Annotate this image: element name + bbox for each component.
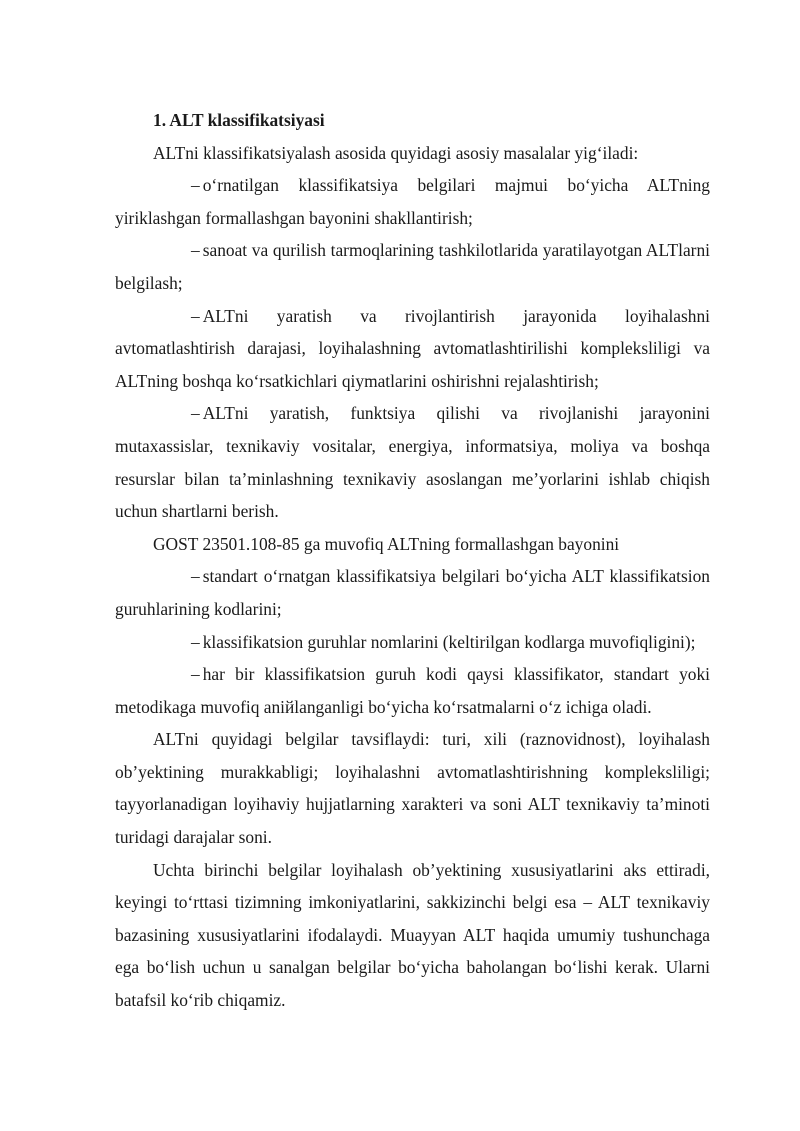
- gost-intro-paragraph: GOST 23501.108-85 ga muvofiq ALTning formallashgan bayonini: [153, 533, 620, 554]
- task-item: [115, 169, 710, 234]
- dash-marker: –: [191, 631, 200, 652]
- document-page: [115, 104, 710, 1017]
- dash-marker: –: [191, 566, 200, 587]
- task-item-text: ALTni yaratish va rivojlantirish jarayonida loyihalashni avtomatlashtirish darajasi, loyihalashning avtomatlashtirilishi kompleksliligi va ALTning boshqa ko‘rsatkichlari qiymatlarini oshirishni rejalashtirish;: [115, 305, 710, 391]
- dash-marker: –: [191, 403, 200, 424]
- task-item-text: o‘rnatilgan klassifikatsiya belgilari majmui bo‘yicha ALTning yiriklashgan formallashgan bayonini shakllantirish;: [115, 175, 710, 228]
- gost-item-text: klassifikatsion guruhlar nomlarini (keltirilgan kodlarga muvofiqligini);: [202, 631, 696, 652]
- gost-item: [115, 658, 710, 723]
- task-item: [115, 300, 710, 398]
- dash-marker: –: [191, 240, 200, 261]
- dash-marker: –: [191, 664, 200, 685]
- gost-item: [115, 560, 710, 625]
- gost-item-text: har bir klassifikatsion guruh kodi qaysi klassifikator, standart yoki metodikaga muvofiq aniйlanganligi bo‘yicha ko‘rsatmalarni o‘z ichiga oladi.: [115, 664, 710, 717]
- gost-item-text: standart o‘rnatgan klassifikatsiya belgilari bo‘yicha ALT klassifikatsion guruhlarining kodlarini;: [115, 566, 710, 619]
- section-heading: 1. ALT klassifikatsiyasi: [153, 110, 325, 130]
- task-item-text: ALTni yaratish, funktsiya qilishi va rivojlanishi jarayonini mutaxassislar, texnikaviy vositalar, energiya, informatsiya, moliya va boshqa resurslar bilan ta’minlashning texnikaviy asoslangan me’yorlarini ishlab chiqish uchun shartlarni berish.: [115, 403, 710, 522]
- task-item-text: sanoat va qurilish tarmoqlarining tashkilotlarida yaratilayotgan ALTlarni belgilash;: [115, 240, 710, 293]
- signs-paragraph: ALTni quyidagi belgilar tavsiflaydi: turi, xili (raznovidnost), loyihalash ob’yektining murakkabligi; loyihalashni avtomatlashtirishning kompleksliligi; tayyorlanadigan loyihaviy hujjatlarning xarakteri va soni ALT texnikaviy ta’minoti turidagi darajalar soni.: [115, 729, 710, 848]
- first-three-paragraph: Uchta birinchi belgilar loyihalash ob’yektining xususiyatlarini aks ettiradi, keyingi to‘rttasi tizimning imkoniyatlarini, sakkizinchi belgi esa – ALT texnikaviy bazasining xususiyatlarini ifodalaydi. Muayyan ALT haqida umumiy tushunchaga ega bo‘lish uchun u sanalgan belgilar bo‘yicha baholangan bo‘lishi kerak. Ularni batafsil ko‘rib chiqamiz.: [115, 859, 710, 1011]
- dash-marker: –: [191, 175, 200, 196]
- gost-item: [115, 626, 710, 659]
- task-item: [115, 397, 710, 527]
- dash-marker: –: [191, 305, 200, 326]
- task-item: [115, 234, 710, 299]
- intro-paragraph: ALTni klassifikatsiyalash asosida quyidagi asosiy masalalar yig‘iladi:: [153, 142, 639, 163]
